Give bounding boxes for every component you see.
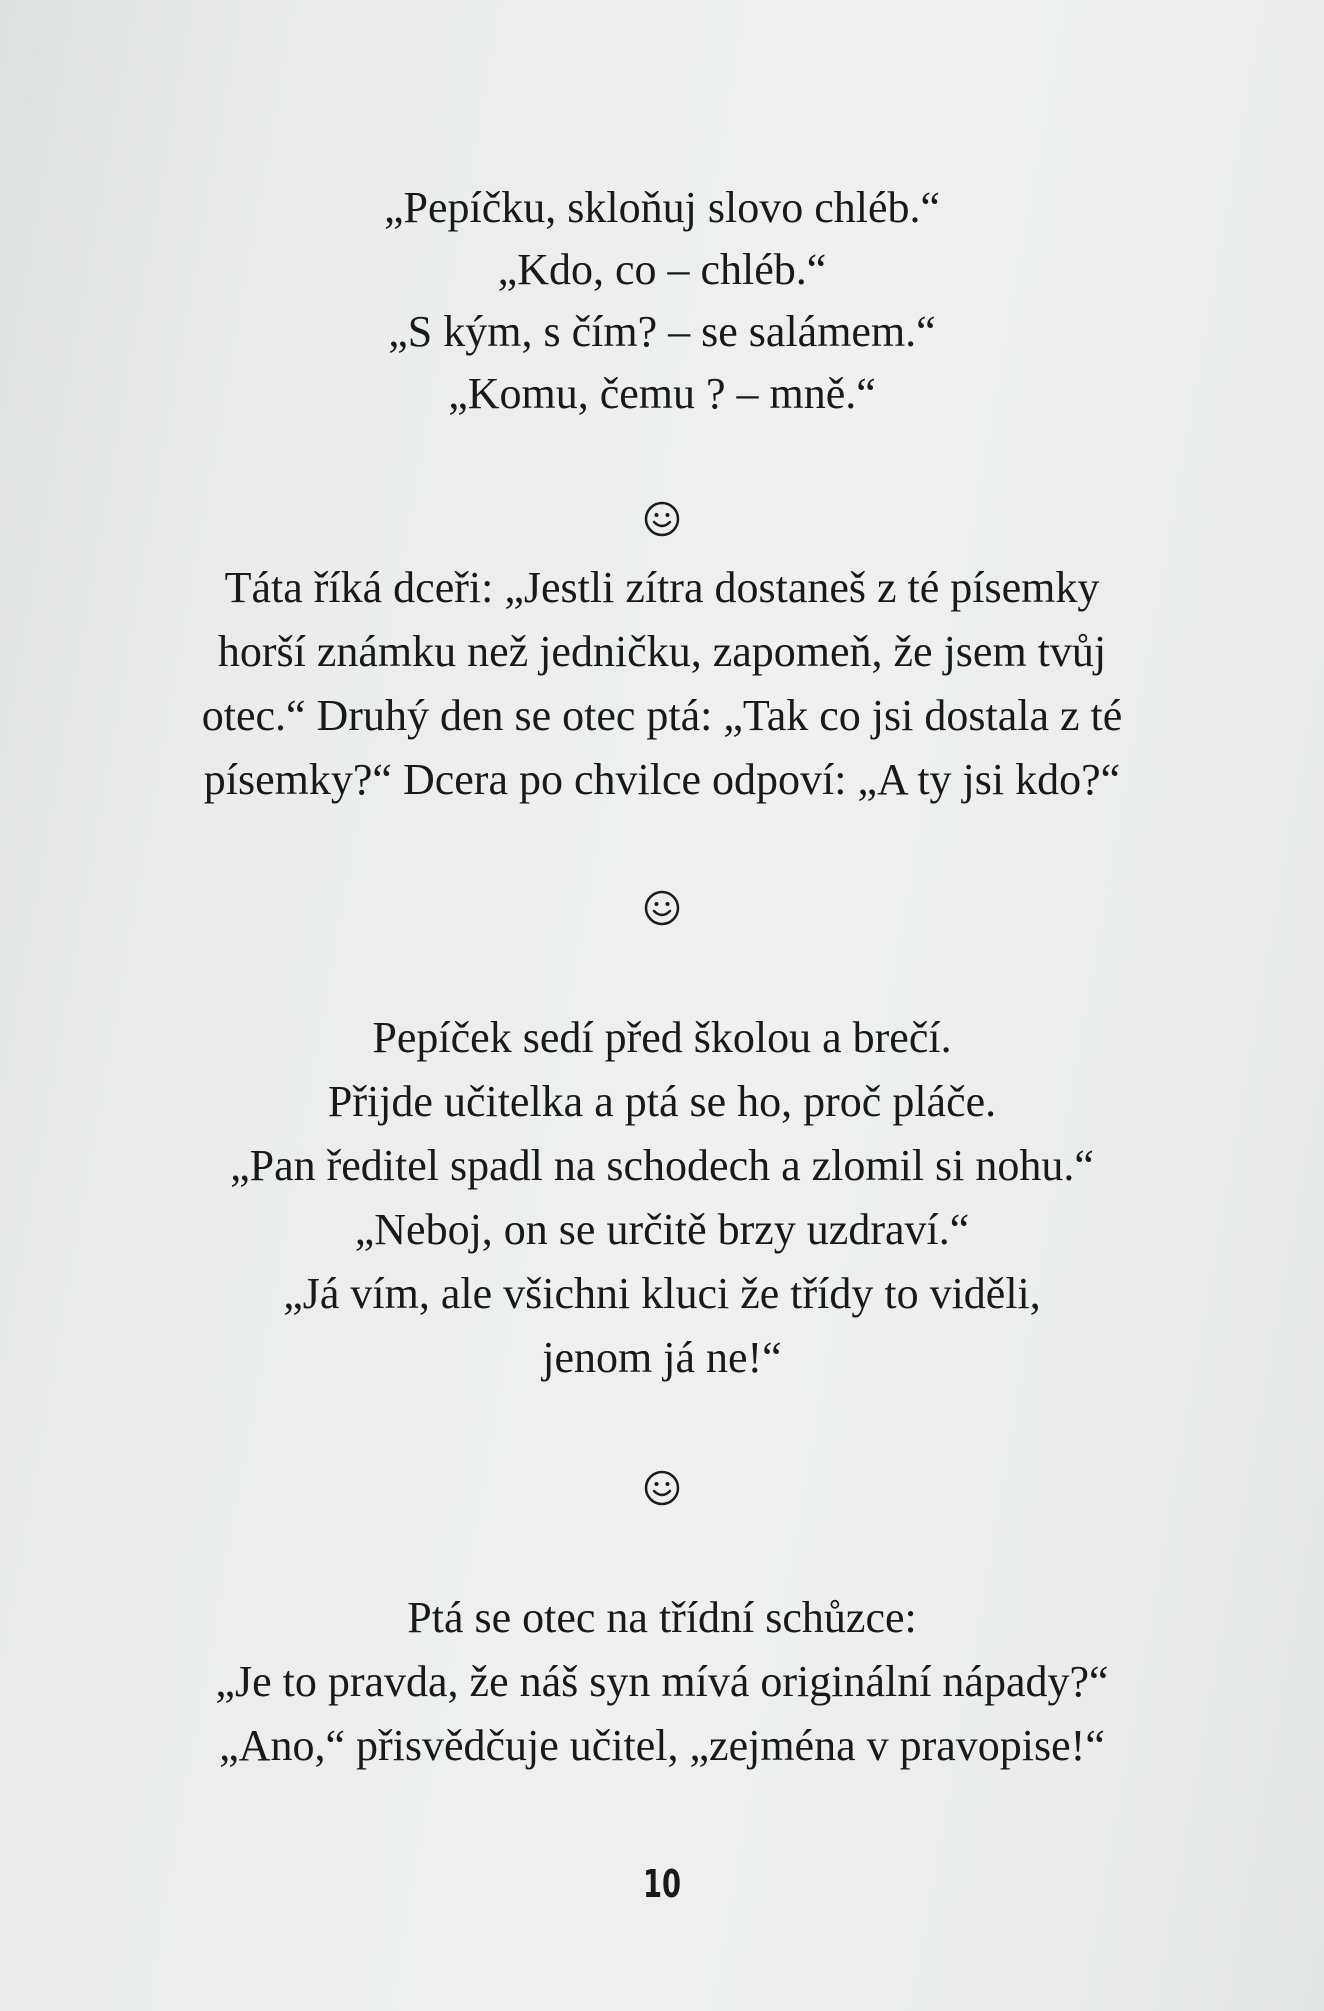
joke-3-line-4: „Neboj, on se určitě brzy uzdraví.“: [354, 1205, 970, 1254]
joke-2-line-1: Táta říká dceři: „Jestli zítra dostaneš z té písemky: [224, 563, 1100, 612]
joke-3-line-3: „Pan ředitel spadl na schodech a zlomil si nohu.“: [230, 1141, 1094, 1190]
smiley-icon: [0, 1469, 1324, 1507]
joke-4-line-1: Ptá se otec na třídní schůzce:: [407, 1593, 917, 1642]
smiley-icon: [0, 500, 1324, 538]
joke-1-line-1: „Pepíčku, skloňuj slovo chléb.“: [383, 183, 940, 232]
page-number: 10: [642, 1862, 682, 1906]
joke-4-line-3: „Ano,“ přisvědčuje učitel, „zejména v pravopise!“: [219, 1721, 1105, 1770]
joke-2-line-4: písemky?“ Dcera po chvilce odpoví: „A ty jsi kdo?“: [203, 755, 1121, 804]
joke-2-line-2: horší známku než jedničku, zapomeň, že jsem tvůj: [217, 627, 1107, 676]
joke-3-line-6: jenom já ne!“: [542, 1333, 782, 1382]
joke-3-line-2: Přijde učitelka a ptá se ho, proč pláče.: [327, 1077, 997, 1126]
joke-2-line-3: otec.“ Druhý den se otec ptá: „Tak co jsi dostala z té: [201, 691, 1123, 740]
joke-4-line-2: „Je to pravda, že náš syn mívá originální nápady?“: [215, 1657, 1109, 1706]
smiley-icon: [0, 889, 1324, 927]
joke-3-line-5: „Já vím, ale všichni kluci že třídy to viděli,: [283, 1269, 1041, 1318]
joke-1-line-2: „Kdo, co – chléb.“: [497, 245, 827, 294]
joke-3-line-1: Pepíček sedí před školou a brečí.: [372, 1013, 952, 1062]
joke-1-line-3: „S kým, s čím? – se salámem.“: [388, 307, 936, 356]
joke-1-line-4: „Komu, čemu ? – mně.“: [448, 369, 876, 418]
